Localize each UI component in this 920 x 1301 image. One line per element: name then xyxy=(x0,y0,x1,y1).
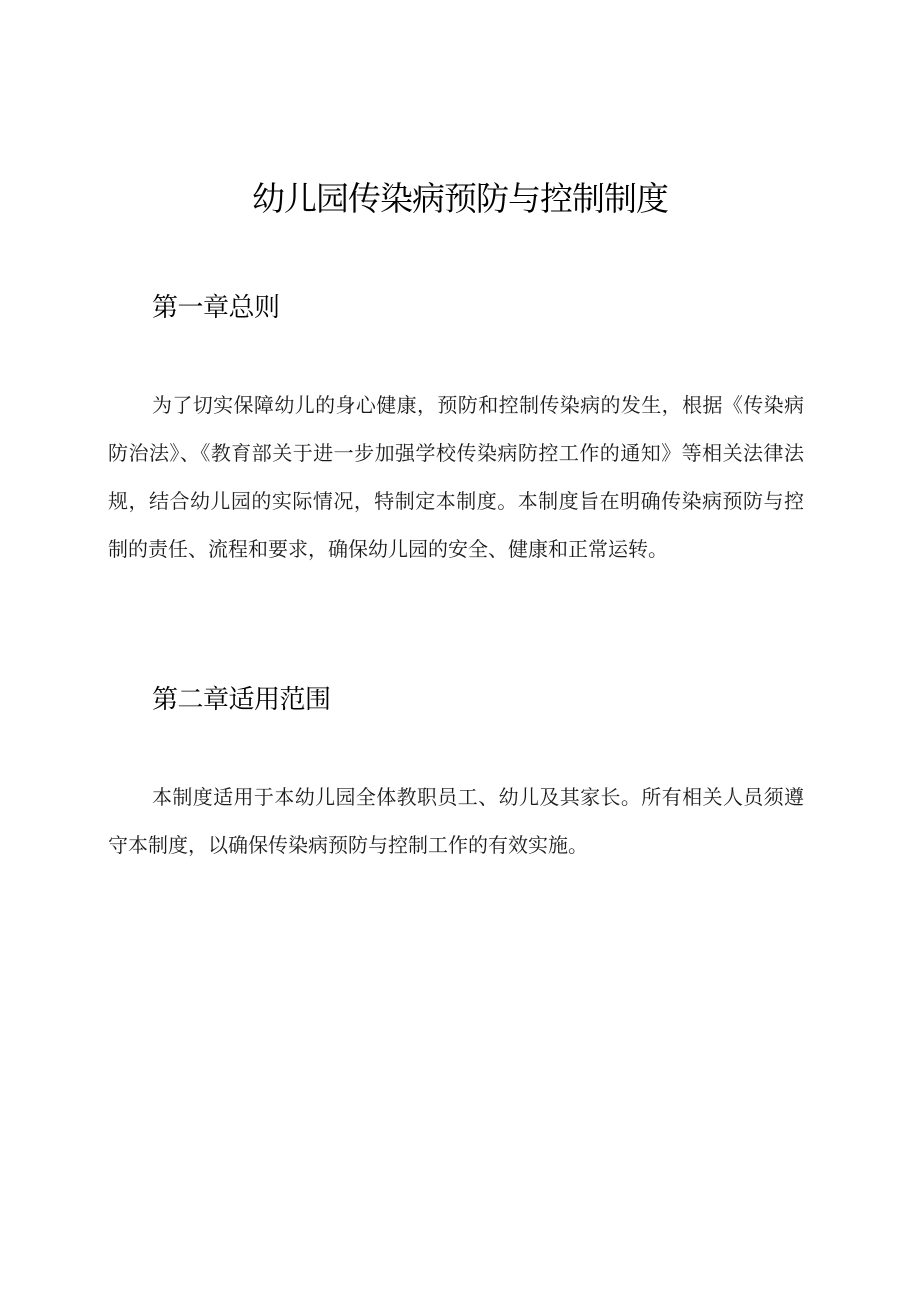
chapter-heading-scope: 第二章适用范围 xyxy=(152,685,331,715)
document-title: 幼儿园传染病预防与控制制度 xyxy=(252,179,668,218)
chapter-paragraph-general: 为了切实保障幼儿的身心健康，预防和控制传染病的发生，根据《传染病防治法》、《教育部关于进一步加强学校传染病防控工作的通知》等相关法律法规，结合幼儿园的实际情况，特制定本制度。本制度旨在明确传染病预防与控制的责任、流程和要求，确保幼儿园的安全、健康和正常运转。 xyxy=(108,393,804,561)
chapter-heading-general: 第一章总则 xyxy=(152,293,280,323)
chapter-paragraph-scope: 本制度适用于本幼儿园全体教职员工、幼儿及其家长。所有相关人员须遵守本制度，以确保传染病预防与控制工作的有效实施。 xyxy=(108,785,804,857)
